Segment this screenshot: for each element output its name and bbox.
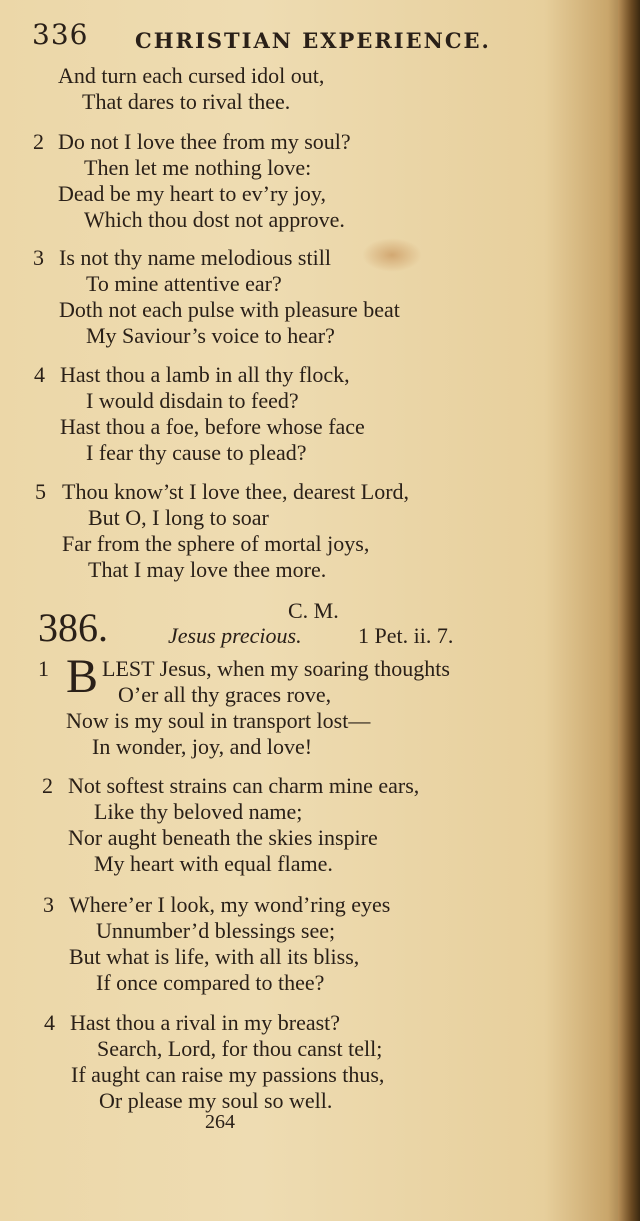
scripture-reference: 1 Pet. ii. 7. (358, 623, 454, 648)
verse-line: If aught can raise my passions thus, (71, 1062, 385, 1087)
verse-line: But what is life, with all its bliss, (69, 944, 360, 969)
verse-line: Where’er I look, my wond’ring eyes (69, 892, 391, 917)
verse-line: Thou know’st I love thee, dearest Lord, (62, 479, 410, 504)
verse-line: Which thou dost not approve. (84, 207, 345, 232)
signature-number: 264 (205, 1111, 235, 1133)
verse-line: Search, Lord, for thou canst tell; (97, 1036, 383, 1061)
verse-number: 4 (34, 362, 45, 387)
verse-line: Hast thou a rival in my breast? (70, 1010, 341, 1035)
hymn-meter: C. M. (288, 598, 339, 623)
drop-cap: B (66, 650, 99, 703)
verse-line: Far from the sphere of mortal joys, (62, 531, 370, 556)
verse-line: My Saviour’s voice to hear? (86, 323, 335, 348)
verse-line: That dares to rival thee. (82, 89, 291, 114)
verse-line: Not softest strains can charm mine ears, (68, 773, 420, 798)
verse-number: 2 (33, 129, 44, 154)
verse-line: I fear thy cause to plead? (86, 440, 307, 465)
verse-line: In wonder, joy, and love! (92, 734, 313, 759)
verse-line: But O, I long to soar (88, 505, 269, 530)
verse-line: I would disdain to feed? (86, 388, 299, 413)
verse-line: Do not I love thee from my soul? (58, 129, 351, 154)
verse-line: O’er all thy graces rove, (118, 682, 332, 707)
verse-number: 3 (43, 892, 54, 917)
verse-line: Unnumber’d blessings see; (96, 918, 336, 943)
verse-number: 4 (44, 1010, 55, 1035)
verse-line: Like thy beloved name; (94, 799, 303, 824)
hymn-subtitle: Jesus precious. (168, 623, 302, 648)
verse-number: 3 (33, 245, 44, 270)
hymn-number: 386. (38, 605, 108, 650)
book-spine (618, 0, 640, 1221)
verse-line: Hast thou a lamb in all thy flock, (60, 362, 350, 387)
verse-line: That I may love thee more. (88, 557, 327, 582)
verse-line: My heart with equal flame. (94, 851, 333, 876)
verse-number: 5 (35, 479, 46, 504)
verse-line: Hast thou a foe, before whose face (60, 414, 365, 439)
verse-number: 1 (38, 656, 49, 681)
verse-number: 2 (42, 773, 53, 798)
running-head: CHRISTIAN EXPERIENCE. (135, 28, 491, 53)
verse-line: Or please my soul so well. (99, 1088, 333, 1113)
page-stain (362, 238, 422, 272)
page-number: 336 (32, 18, 89, 51)
verse-line: LEST Jesus, when my soaring thoughts (102, 656, 450, 681)
verse-line: Doth not each pulse with pleasure beat (59, 297, 400, 322)
verse-line: And turn each cursed idol out, (58, 63, 325, 88)
verse-line: Now is my soul in transport lost— (66, 708, 371, 733)
verse-line: Dead be my heart to ev’ry joy, (58, 181, 326, 206)
verse-line: Nor aught beneath the skies inspire (68, 825, 378, 850)
verse-line: Then let me nothing love: (84, 155, 312, 180)
verse-line: To mine attentive ear? (86, 271, 282, 296)
page-header (32, 18, 592, 58)
verse-line: If once compared to thee? (96, 970, 325, 995)
verse-line: Is not thy name melodious still (59, 245, 331, 270)
